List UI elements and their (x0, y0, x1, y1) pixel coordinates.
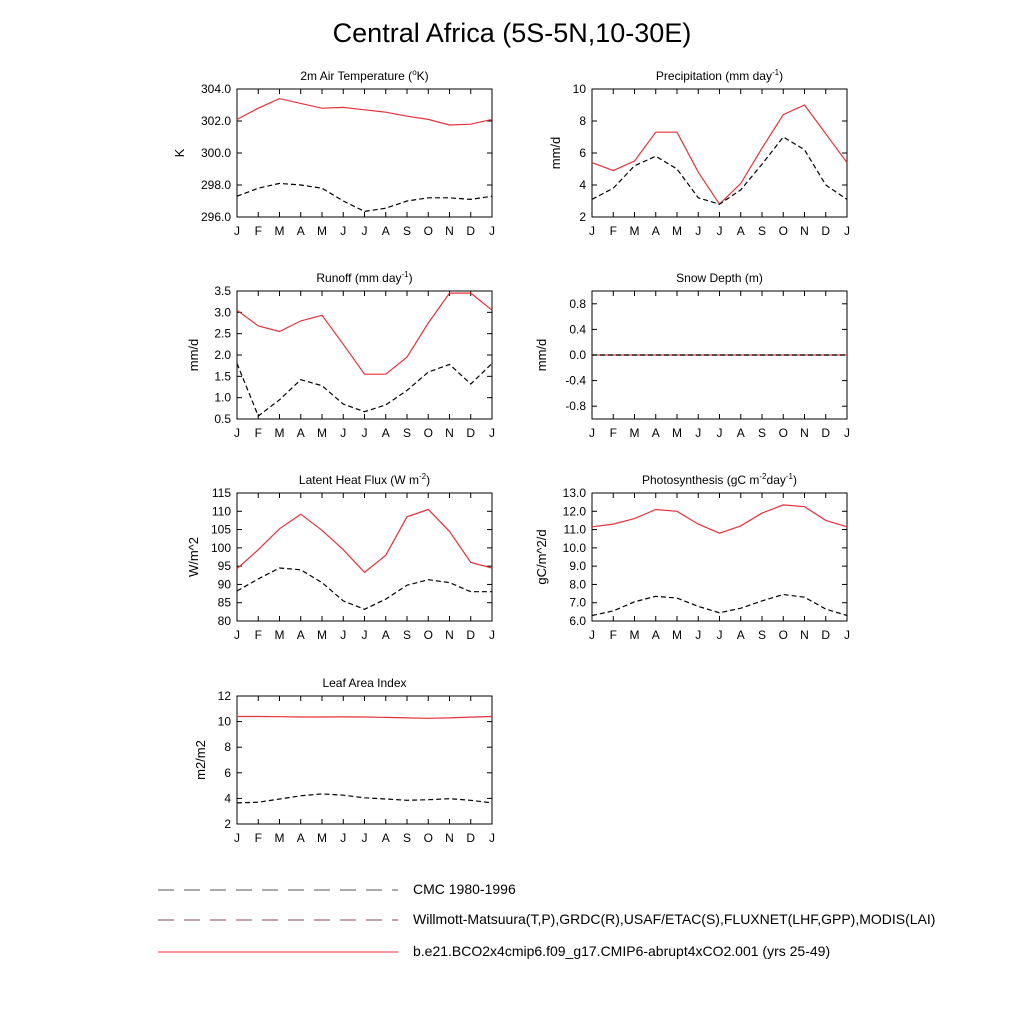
panel3-ytick-label: 0.5 (214, 412, 231, 426)
panel5-xtick-label: N (445, 628, 454, 642)
panel2-xtick-label: J (716, 224, 723, 238)
panel7-xtick-label: A (381, 831, 390, 845)
panel6-ytick-label: 11.0 (563, 522, 586, 537)
panel5-series-model (237, 510, 492, 573)
panel1-xtick-label: M (317, 224, 327, 238)
panel6-xtick-label: A (651, 628, 660, 642)
panel4-xtick-label: S (757, 426, 767, 440)
panel3-xtick-label: D (466, 426, 476, 440)
panel2-xtick-label: O (778, 224, 788, 238)
panel2-xtick-label: J (844, 224, 850, 238)
panel2-title (656, 68, 783, 83)
panel5-ytick-label: 80 (217, 614, 231, 628)
panel6-ytick-label: 12.0 (562, 504, 586, 519)
panel3-title (316, 270, 412, 285)
legend-label-model: b.e21.BCO2x4cmip6.f09_g17.CMIP6-abrupt4xCO2.001 (yrs 25-49) (413, 943, 831, 959)
figure-title: Central Africa (5S-5N,10-30E) (332, 18, 692, 48)
panel6-ytick-label: 7.0 (569, 595, 586, 610)
panel2-xtick-label: M (629, 224, 640, 238)
panel2-xtick-label: J (589, 224, 595, 238)
panel6-xtick-label: M (629, 628, 640, 642)
panel2-series-model (592, 105, 847, 204)
panel6-ytick-label: 13.0 (562, 486, 586, 500)
panel7-xtick-label: J (361, 831, 368, 845)
panel6-ytick-label: 9.0 (569, 559, 586, 574)
panel3-ylabel: mm/d (186, 338, 201, 372)
panel6-xtick-label: F (609, 628, 617, 642)
panel4-ytick-label: 0.8 (569, 296, 586, 311)
panel2-xtick-label: M (672, 224, 682, 238)
panel7-frame (237, 696, 492, 824)
panel2-ytick-label: 8 (579, 114, 586, 128)
panel6-title-title-sup: -2 (759, 472, 767, 481)
panel5-ytick-label: 85 (217, 595, 231, 610)
panel4-ytick-label: -0.4 (565, 373, 586, 388)
panel4-xtick-label: J (716, 426, 723, 440)
panel3-title-title-suffix: ) (408, 271, 413, 285)
panel3-xtick-label: M (317, 426, 327, 440)
panel3-title-title: Runoff (mm day (316, 271, 402, 285)
panel2-title-title-suffix: ) (779, 69, 784, 83)
panel5-title-title-sup: -2 (418, 472, 427, 481)
panel1-xtick-label: A (381, 224, 390, 238)
panel4-title-title: Snow Depth (m) (676, 271, 763, 285)
panel3-xtick-label: J (361, 426, 368, 440)
panel2-xtick-label: J (695, 224, 702, 238)
legend-label-obs1: CMC 1980-1996 (413, 881, 516, 897)
panel3-xtick-label: O (423, 426, 433, 440)
panel2-xtick-label: A (651, 224, 660, 238)
panel6-title-title-suffix: day (766, 473, 786, 487)
panel6-title (642, 472, 797, 487)
panel7-xtick-label: J (234, 831, 240, 845)
panel6-frame (592, 493, 847, 621)
panel2-series-obs (592, 137, 847, 204)
panel4-ytick-label: 0.4 (569, 322, 586, 337)
panel7-series-obs (237, 794, 492, 803)
panel2-ytick-label: 2 (579, 210, 586, 224)
panel2-xtick-label: S (757, 224, 767, 238)
panel4-xtick-label: N (800, 426, 809, 440)
legend-line-model (158, 942, 398, 962)
panel6-xtick-label: O (778, 628, 788, 642)
panel7-series-model (237, 717, 492, 719)
panel3-xtick-label: F (254, 426, 262, 440)
panel2-xtick-label: D (821, 224, 831, 238)
panel3-frame (237, 291, 492, 419)
panel1-xtick-label: F (254, 224, 262, 238)
panel5-xtick-label: S (402, 628, 412, 642)
panel1-xtick-label: J (340, 224, 347, 238)
panel7-xtick-label: S (402, 831, 412, 845)
panel7-ytick-label: 10 (217, 714, 231, 729)
panel1-xtick-label: J (361, 224, 368, 238)
panel3-ytick-label: 1.5 (214, 369, 231, 384)
panel6-xtick-label: N (800, 628, 809, 642)
panel2-ytick-label: 10 (572, 82, 586, 96)
panel7-ytick-label: 12 (217, 689, 231, 703)
panel4-xtick-label: A (651, 426, 660, 440)
panel2-frame (592, 89, 847, 217)
panel1-xtick-label: O (423, 224, 433, 238)
panel1-xtick-label: D (466, 224, 476, 238)
panel4-xtick-label: D (821, 426, 831, 440)
panel4-ylabel: mm/d (534, 338, 549, 372)
panel5-xtick-label: J (340, 628, 347, 642)
panel5-xtick-label: O (423, 628, 433, 642)
panel6-xtick-label: J (716, 628, 723, 642)
panel5-title (299, 472, 430, 487)
panel7-xtick-label: A (296, 831, 305, 845)
panel7-ytick-label: 2 (224, 817, 231, 831)
panel3-xtick-label: J (234, 426, 240, 440)
panel5-ytick-label: 95 (217, 559, 231, 574)
panel3-xtick-label: J (340, 426, 347, 440)
panel7-title (322, 676, 406, 690)
panel6-ylabel: gC/m^2/d (534, 529, 549, 585)
panel4-ytick-label: 0.0 (569, 348, 586, 362)
panel6-title-title-sup2: -1 (785, 472, 793, 481)
panel4-xtick-label: J (589, 426, 595, 440)
panel5-xtick-label: A (296, 628, 305, 642)
panel4-xtick-label: A (736, 426, 745, 440)
panel6-xtick-label: S (757, 628, 767, 642)
panel1-ytick-label: 298.0 (200, 178, 231, 192)
legend-line-obs1 (158, 880, 398, 900)
panel5-xtick-label: F (254, 628, 262, 642)
panel4-xtick-label: F (609, 426, 617, 440)
panel7-xtick-label: M (274, 831, 285, 845)
panel7-xtick-label: F (254, 831, 262, 845)
panel5-xtick-label: J (489, 628, 495, 642)
panel7-xtick-label: J (489, 831, 495, 845)
panel5-xtick-label: J (234, 628, 240, 642)
panel1-ytick-label: 302.0 (200, 114, 231, 128)
panel3-ytick-label: 2.0 (214, 348, 231, 362)
panel7-xtick-label: M (317, 831, 327, 845)
panel1-ytick-label: 300.0 (200, 146, 231, 160)
panel5-ytick-label: 115 (211, 486, 231, 500)
panel5-xtick-label: M (274, 628, 285, 642)
panel7-ytick-label: 6 (224, 765, 231, 780)
panel4-xtick-label: J (695, 426, 702, 440)
panel3-ytick-label: 1.0 (214, 390, 231, 405)
panel6-ytick-label: 8.0 (569, 577, 586, 592)
panel6-ytick-label: 6.0 (569, 614, 586, 628)
panel5-ytick-label: 100 (210, 540, 231, 555)
panel3-ytick-label: 3.5 (214, 284, 231, 298)
panel4-xtick-label: J (844, 426, 850, 440)
panel1-xtick-label: M (274, 224, 285, 238)
panel1-xtick-label: N (445, 224, 454, 238)
panel3-title-title-sup: -1 (401, 270, 409, 279)
panel1-title-title-sup: o (412, 68, 417, 77)
panel4-title (676, 271, 763, 285)
panel1-title-title-suffix: K) (416, 69, 429, 83)
panel7-xtick-label: J (340, 831, 347, 845)
panel2-ytick-label: 6 (579, 146, 586, 160)
panel6-xtick-label: D (821, 628, 831, 642)
panel1-title-title: 2m Air Temperature ( (300, 69, 413, 83)
panel6-xtick-label: J (695, 628, 702, 642)
panel7-title-title: Leaf Area Index (322, 676, 407, 690)
panel6-xtick-label: J (589, 628, 595, 642)
panel2-xtick-label: F (609, 224, 617, 238)
panel5-title-title: Latent Heat Flux (W m (298, 473, 419, 487)
legend-line-obs2 (158, 910, 398, 930)
panel7-xtick-label: N (445, 831, 454, 845)
panel4-xtick-label: M (629, 426, 640, 440)
panel3-series-model (237, 293, 492, 374)
legend-label-obs2: Willmott-Matsuura(T,P),GRDC(R),USAF/ETAC(S),FLUXNET(LHF,GPP),MODIS(LAI) (413, 911, 936, 927)
panel6-xtick-label: M (672, 628, 682, 642)
panel5-title-title-suffix: ) (426, 473, 431, 487)
panel1-ytick-label: 296.0 (200, 210, 231, 224)
panel5-series-obs (237, 568, 492, 609)
panel2-title-title-sup: -1 (771, 68, 780, 77)
panel2-ylabel: mm/d (548, 136, 563, 170)
panel2-xtick-label: A (736, 224, 745, 238)
panel6-xtick-label: J (844, 628, 850, 642)
panel1-xtick-label: S (402, 224, 412, 238)
panel1-series-obs (237, 183, 492, 211)
panel3-xtick-label: A (381, 426, 390, 440)
panel5-ytick-label: 110 (211, 504, 231, 519)
panel3-series-obs (237, 364, 492, 417)
panel4-ytick-label: -0.8 (565, 399, 586, 414)
panel1-xtick-label: A (296, 224, 305, 238)
panel7-ytick-label: 4 (224, 791, 231, 806)
panel4-xtick-label: O (778, 426, 788, 440)
panel5-ytick-label: 90 (217, 577, 231, 592)
panel6-title-title: Photosynthesis (gC m (642, 473, 760, 487)
panel3-xtick-label: A (296, 426, 305, 440)
panel2-title-title: Precipitation (mm day (655, 69, 772, 83)
panel6-title-title-suffix2: ) (793, 473, 797, 487)
panel3-xtick-label: S (402, 426, 412, 440)
panel1-title (300, 68, 428, 83)
panel5-ylabel: W/m^2 (186, 536, 201, 578)
panel5-xtick-label: D (466, 628, 476, 642)
panel3-ytick-label: 3.0 (214, 305, 231, 320)
panel1-ytick-label: 304.0 (200, 82, 231, 96)
panel7-xtick-label: O (423, 831, 433, 845)
panel2-xtick-label: N (800, 224, 809, 238)
panel5-xtick-label: M (317, 628, 327, 642)
panel6-series-obs (592, 595, 847, 616)
panel3-xtick-label: M (274, 426, 285, 440)
panel3-xtick-label: N (445, 426, 454, 440)
panel5-xtick-label: A (381, 628, 390, 642)
panel7-ylabel: m2/m2 (193, 740, 208, 780)
panel5-xtick-label: J (361, 628, 368, 642)
panel6-xtick-label: A (736, 628, 745, 642)
panel6-series-model (592, 505, 847, 533)
panel2-ytick-label: 4 (579, 178, 586, 192)
panel1-xtick-label: J (234, 224, 240, 238)
panel5-frame (237, 493, 492, 621)
panel1-ylabel: K (172, 148, 187, 158)
panel4-xtick-label: M (672, 426, 682, 440)
panel7-xtick-label: D (466, 831, 476, 845)
panel6-ytick-label: 10.0 (562, 540, 586, 555)
panel1-series-model (237, 99, 492, 125)
panel5-ytick-label: 105 (210, 522, 231, 537)
panel3-ytick-label: 2.5 (214, 326, 231, 341)
panel1-xtick-label: J (489, 224, 495, 238)
panel7-ytick-label: 8 (224, 740, 231, 755)
panel3-xtick-label: J (489, 426, 495, 440)
